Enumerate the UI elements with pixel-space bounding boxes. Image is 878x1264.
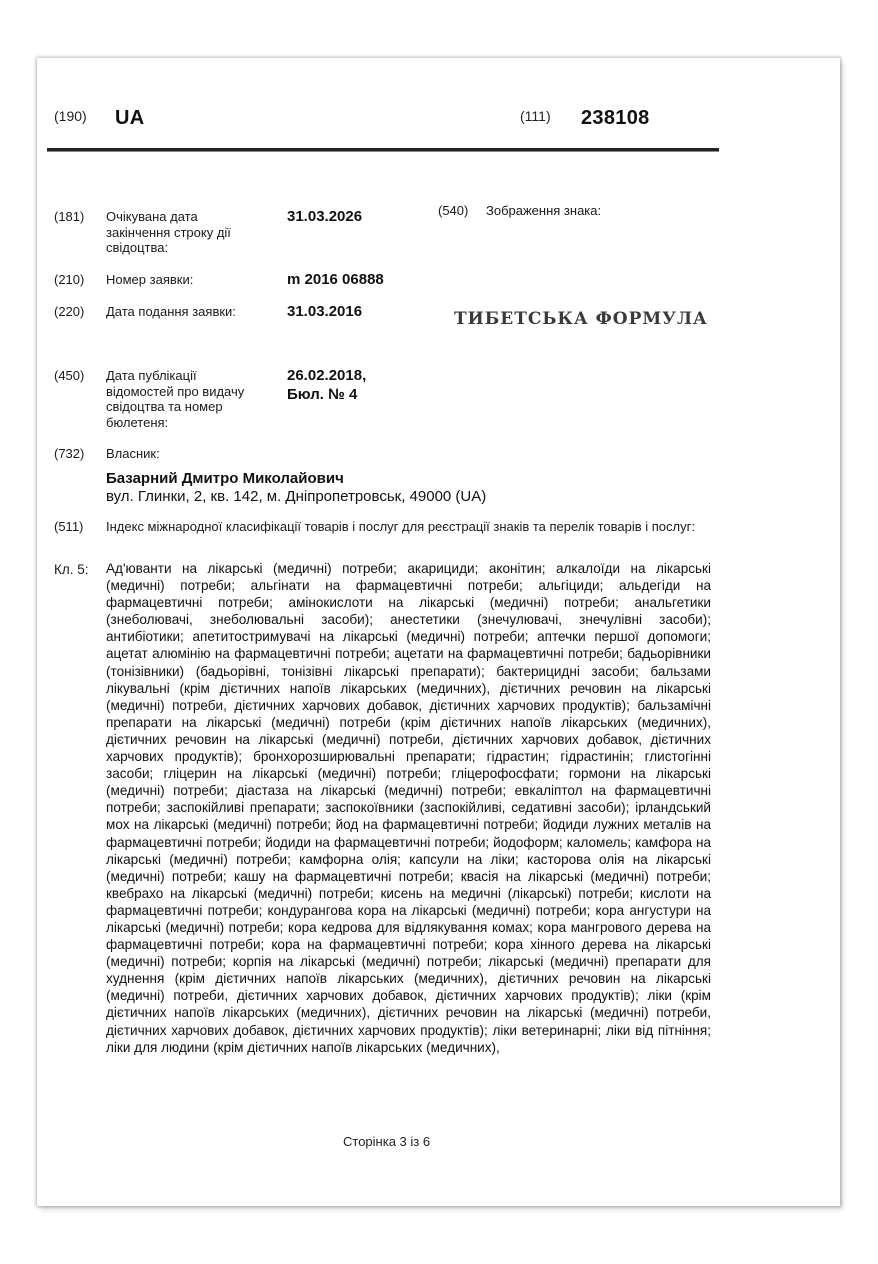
goods-class-label: Кл. 5: [54, 562, 89, 577]
field-value-expiry: 31.03.2026 [287, 208, 363, 225]
field-value-bulletin: Бюл. № 4 [287, 386, 358, 403]
field-label-publication: Дата публікації відомостей про видачу свідоцтва та номер бюлетеня: [106, 368, 245, 430]
field-label-classification: Індекс міжнародної класифікації товарів і послуг для реєстрації знаків та перелік товарів і послуг: [106, 519, 695, 534]
field-label-mark-image: Зображення знака: [486, 203, 602, 218]
field-label-application-number: Номер заявки: [106, 272, 194, 287]
document-page [37, 58, 840, 1206]
field-value-filing-date: 31.03.2016 [287, 303, 363, 320]
page-number: Сторінка 3 із 6 [343, 1134, 431, 1149]
goods-list-text: Ад'юванти на лікарські (медичні) потреби; акарициди; аконітин; алкалоїди на лікарські (медичні) потреби; альгінати на фармацевтичні потреби; альгіциди; альдегіди на фармацевтичні потреби; амінокислоти на лікарські (медичні) потреби; анальгетики (знеболювачі, знеболювальні засоби); анестетики (знечулювачі, знечулівні засоби); антибіотики; апетитостримувачі на лікарські (медичні) потреби; аптечки першої допомоги; ацетат алюмінію на фармацевтичні потреби; ацетати на фармацевтичні потреби; бадьорівники (тонізівники) (бадьорівні, тонізівні лікарські препарати); бактерицидні засоби; бальзами лікувальні (крім дієтичних напоїв лікарських (медичних), дієтичних речовин на лікарські (медичні) потреби, дієтичних харчових добавок, дієтичних харчових продуктів); бальзамічні препарати на лікарські (медичні) потреби (крім дієтичних напоїв лікарських (медичних), дієтичних речовин на лікарські (медичні) потреби, дієтичних харчових добавок, дієтичних харчових продуктів); бронхорозширювальні препарати; гідрастин; гідрастинін; глистогінні засоби; гліцерин на лікарські (медичні) потреби; гліцерофосфати; гормони на лікарські (медичні) потреби; діастаза на лікарські (медичні) потреби; евкаліптол на фармацевтичні потреби; заспокійливі препарати; заспокоївники (заспокійливі, седативні засоби); ірландський мох на лікарські (медичні) потреби; йод на фармацевтичні потреби; йодиди лужних металів на фармацевтичні потреби; йодиди на фармацевтичні потреби; йодоформ; каломель; камфора на лікарські (медичні) потреби; камфорна олія; капсули на ліки; касторова олія на лікарські (медичні) потреби; кашу на фармацевтичні потреби; квасія на лікарські (медичні) потреби; квебрахо на лікарські (медичні) потреби; кисень на медичні (лікарські) потреби; кислоти на фармацевтичні потреби; кондурангова кора на лікарські (медичні) потреби; кора ангустури на лікарські (медичні) потреби; кора кедрова для відлякування комах; кора мангрового дерева на фармацевтичні потреби; кора на фармацевтичні потреби; кора хінного дерева на лікарські (медичні) потреби; корпія на лікарські (медичні) потреби; лікарські (медичні) препарати для худнення (крім дієтичних напоїв лікарських (медичних), дієтичних речовин на лікарські (медичні) потреби, дієтичних харчових добавок, дієтичних харчових продуктів); ліки (крім дієтичних напоїв лікарських (медичних), дієтичних речовин на лікарські (медичні) потреби, дієтичних харчових добавок, дієтичних харчових продуктів); ліки ветеринарні; ліки від пітніння; ліки для людини (крім дієтичних напоїв лікарських (медичних), [106, 561, 711, 1055]
registration-number: 238108 [581, 107, 650, 129]
trademark-image: ТИБЕТСЬКА ФОРМУЛА [454, 309, 708, 329]
field-code-450: (450) [54, 368, 85, 383]
country: UA [115, 107, 145, 129]
field-code-181: (181) [54, 209, 85, 224]
field-code-511: (511) [54, 519, 84, 534]
field-code-732: (732) [54, 446, 85, 461]
field-value-application-number: m 2016 06888 [287, 271, 384, 288]
field-code-210: (210) [54, 272, 85, 287]
field-code-220: (220) [54, 304, 85, 319]
registration-number-code: (111) [520, 108, 551, 124]
field-value-publication-date: 26.02.2018, [287, 367, 367, 384]
field-label-owner: Власник: [106, 446, 160, 461]
field-code-540: (540) [438, 203, 469, 218]
field-label-filing-date: Дата подання заявки: [106, 304, 236, 319]
country-code: (190) [54, 108, 87, 124]
owner-address: вул. Глинки, 2, кв. 142, м. Дніпропетровськ, 49000 (UA) [106, 488, 487, 505]
field-label-expiry: Очікувана дата закінчення строку дії свідоцтва: [106, 209, 231, 255]
header-divider [47, 148, 719, 152]
owner-name: Базарний Дмитро Миколайович [106, 470, 344, 487]
